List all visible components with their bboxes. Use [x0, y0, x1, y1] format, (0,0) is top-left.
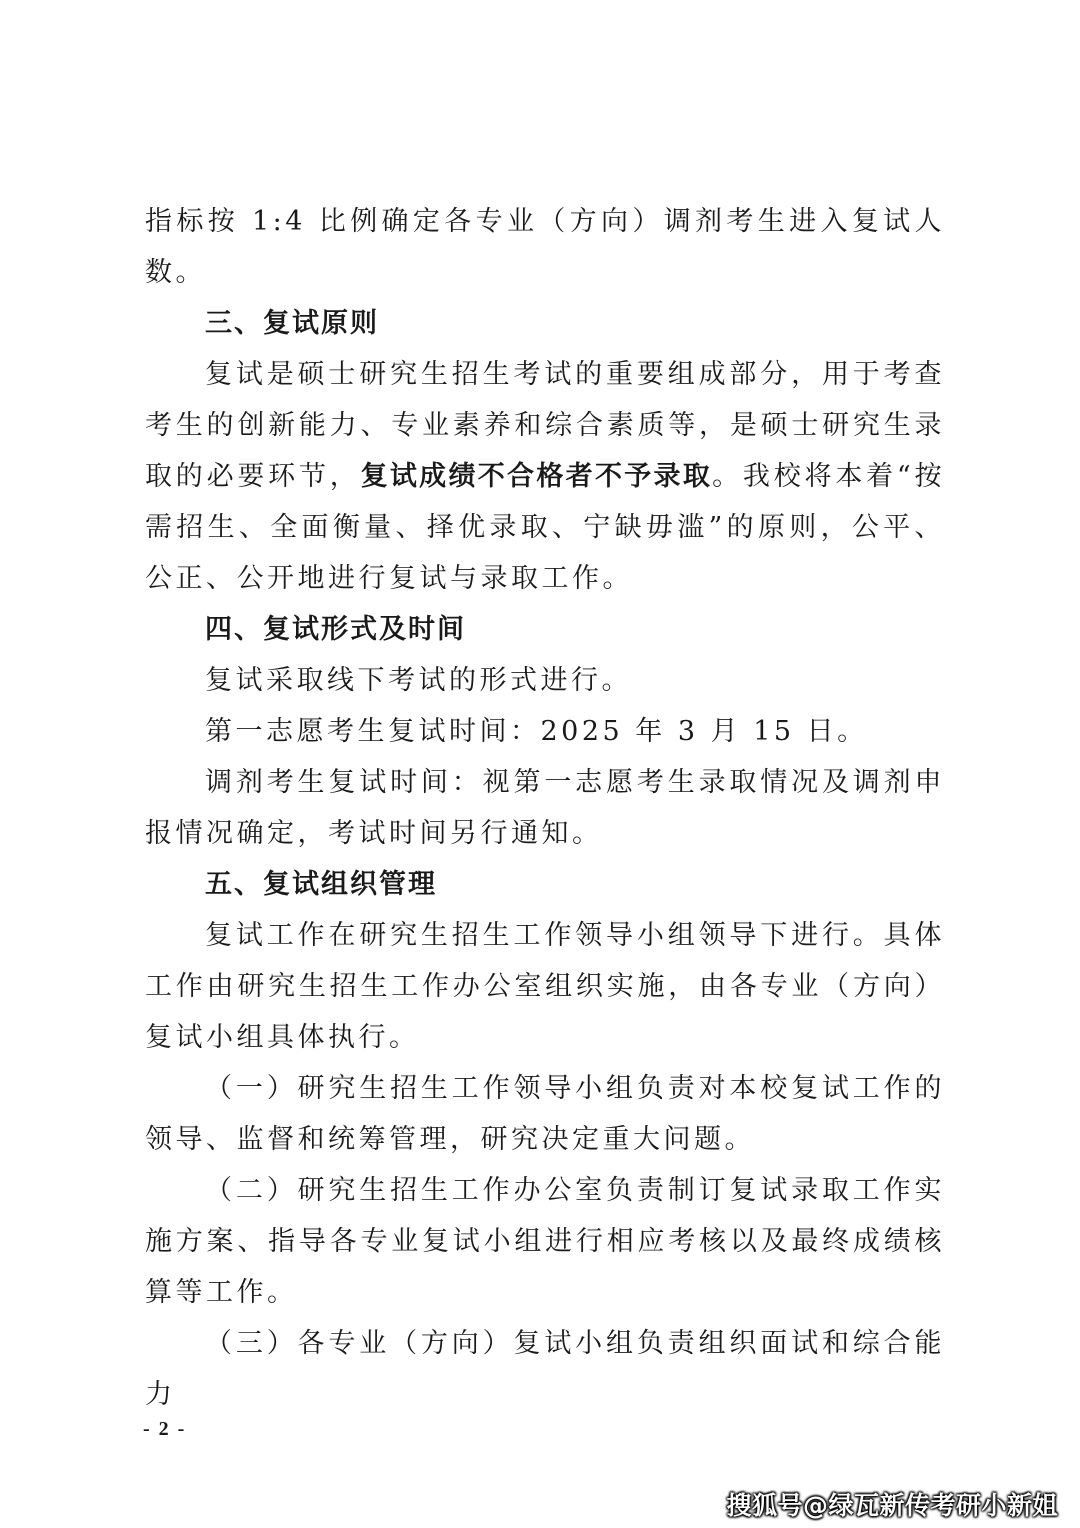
- paragraph-item-1: （一）研究生招生工作领导小组负责对本校复试工作的领导、监督和统筹管理，研究决定重大问题。: [145, 1073, 945, 1155]
- section-heading-3: 三、复试原则: [205, 308, 379, 339]
- paragraph-item-3: （三）各专业（方向）复试小组负责组织面试和综合能力: [145, 1328, 945, 1410]
- section-heading-5: 五、复试组织管理: [205, 869, 437, 900]
- paragraph-principles: [145, 349, 945, 604]
- paragraph-form: 复试采取线下考试的形式进行。: [205, 665, 632, 696]
- paragraph-organization: 复试工作在研究生招生工作领导小组领导下进行。具体工作由研究生招生工作办公室组织实施，由各专业（方向）复试小组具体执行。: [145, 920, 945, 1053]
- page-number: - 2 -: [143, 1418, 187, 1440]
- principles-bold-rule: 复试成绩不合格者不予录取: [360, 461, 713, 492]
- section-heading-4: 四、复试形式及时间: [205, 614, 466, 645]
- paragraph-item-2: （二）研究生招生工作办公室负责制订复试录取工作实施方案、指导各专业复试小组进行相应考核以及最终成绩核算等工作。: [145, 1175, 945, 1308]
- paragraph-adjusted-time: 调剂考生复试时间：视第一志愿考生录取情况及调剂申报情况确定，考试时间另行通知。: [145, 767, 945, 849]
- principles-text-end: 。我校将本着“按需招生、全面衡量、择优录取、宁缺毋滥”的原则，公平、公正、公开地进行复试与录取工作。: [145, 461, 946, 594]
- paragraph-first-choice-time: 第一志愿考生复试时间：2025 年 3 月 15 日。: [205, 716, 868, 747]
- document-body: [145, 196, 945, 1420]
- principles-text-start: 复试是硕士研究生招生考试的重要组成部分，用于考查考生的创新能力、专业素养和综合素质等，是硕士研究生录取的必要环节，: [145, 359, 945, 492]
- watermark: 搜狐号@绿瓦新传考研小新姐: [726, 1491, 1058, 1520]
- paragraph-continuation: 指标按 1:4 比例确定各专业（方向）调剂考生进入复试人数。: [145, 206, 945, 288]
